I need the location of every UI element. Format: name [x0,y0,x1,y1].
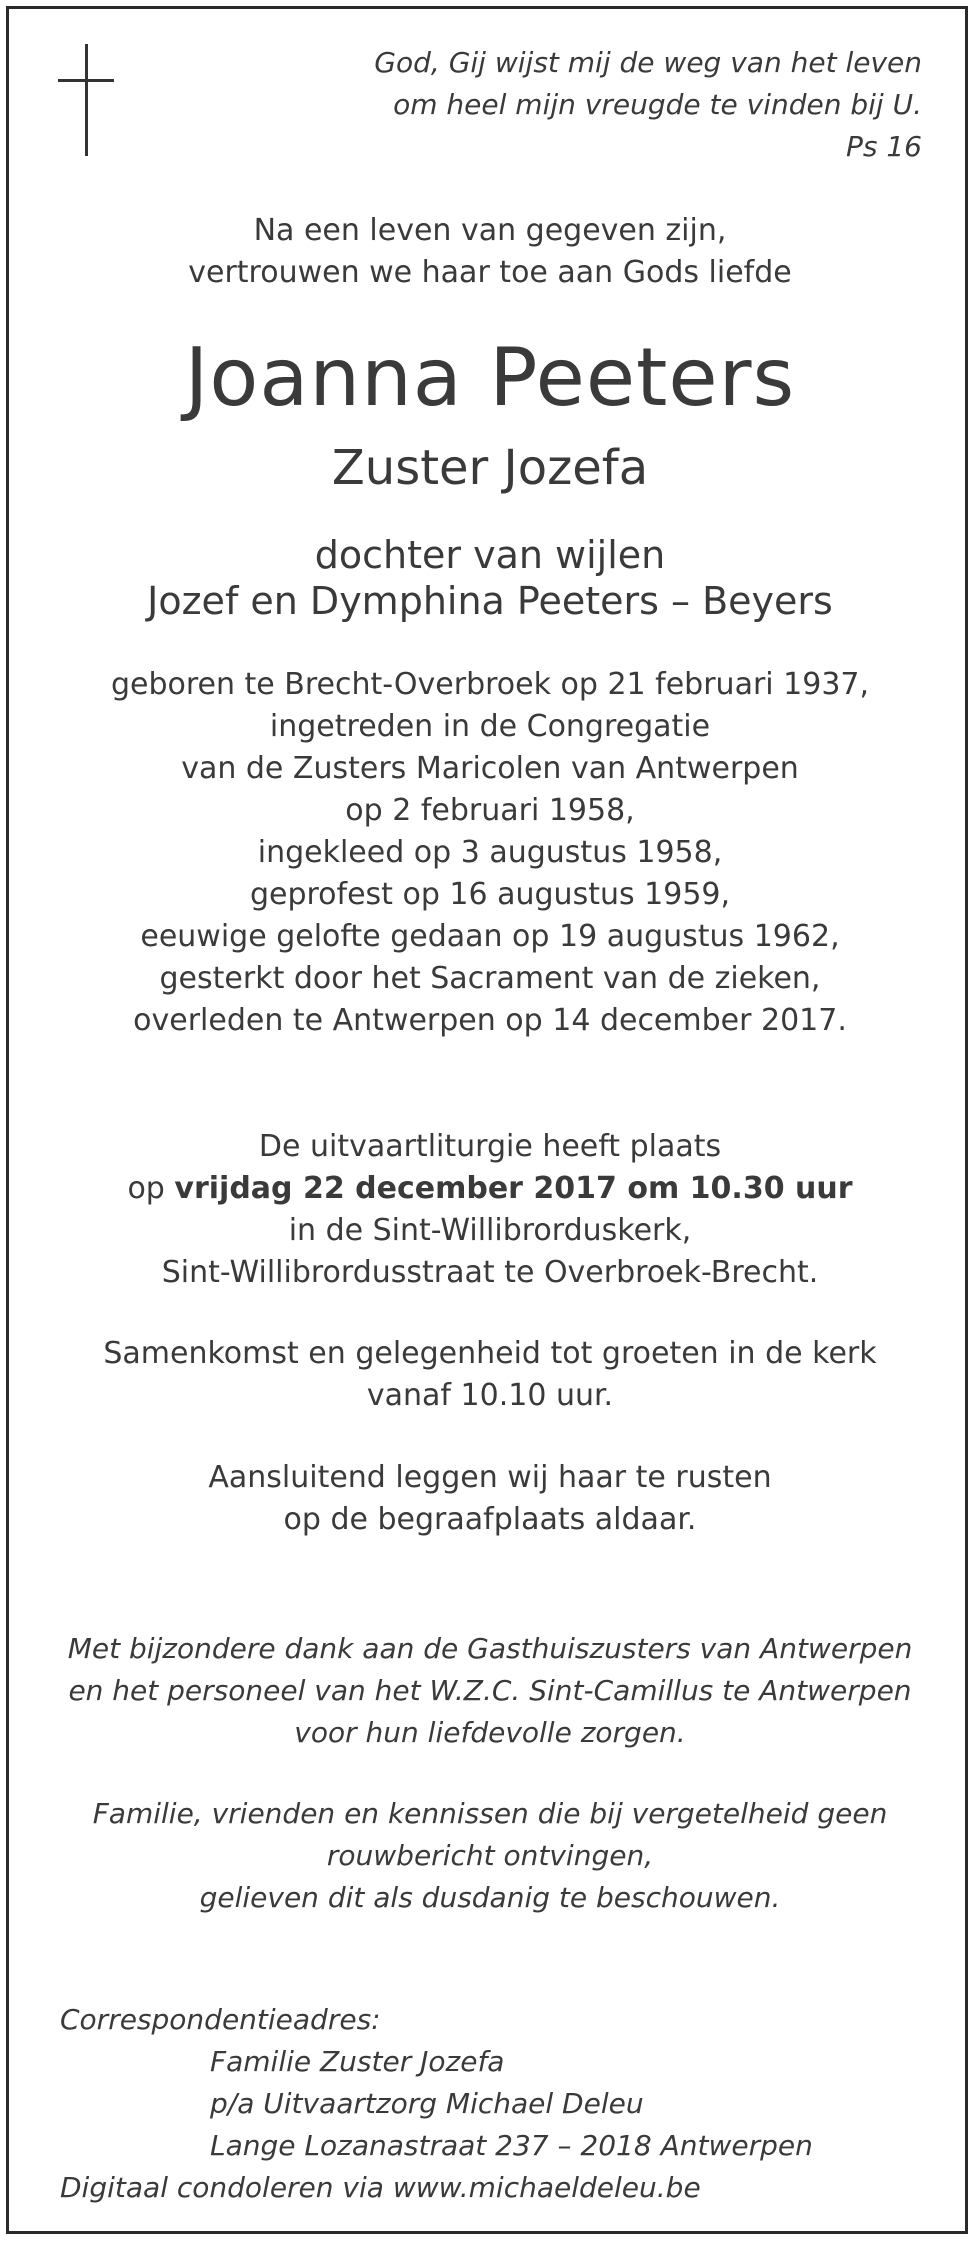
bio-line: gesterkt door het Sacrament van de zieken, [159,961,821,996]
notice-line: gelieven dit als dusdanig te beschouwen. [199,1881,781,1914]
bio-line: ingekleed op 3 augustus 1958, [257,835,723,870]
burial-line: Aansluitend leggen wij haar te rusten [208,1460,772,1495]
psalm-line: God, Gij wijst mij de weg van het leven [374,46,922,79]
notice-line: rouwbericht ontvingen, [326,1839,654,1872]
funeral-details [30,1126,950,1294]
religious-name: Zuster Jozefa [331,440,649,496]
funeral-datetime: vrijdag 22 december 2017 om 10.30 uur [174,1171,853,1206]
bio-line: geprofest op 16 augustus 1959, [249,877,731,912]
correspondence-address [60,1999,940,2209]
address-line: p/a Uitvaartzorg Michael Deleu [210,2087,644,2120]
gathering-line: Samenkomst en gelegenheid tot groeten in de kerk [103,1336,877,1371]
notice-text [30,1793,950,1919]
thanks-text [30,1628,950,1754]
parents-line: dochter van wijlen [314,533,666,577]
intro-text [30,210,950,294]
bio-line: geboren te Brecht-Overbroek op 21 februari 1937, [110,667,870,702]
burial-info [30,1457,950,1541]
funeral-line: De uitvaartliturgie heeft plaats [258,1129,722,1164]
address-line: Lange Lozanastraat 237 – 2018 Antwerpen [210,2129,813,2162]
parents-text [30,532,950,624]
bio-line: op 2 februari 1958, [345,793,635,828]
thanks-line: voor hun liefdevolle zorgen. [294,1716,686,1749]
cross-icon [58,44,114,156]
notice-line: Familie, vrienden en kennissen die bij vergetelheid geen [92,1797,888,1830]
thanks-line: en het personeel van het W.Z.C. Sint-Camillus te Antwerpen [68,1674,912,1707]
address-line: Familie Zuster Jozefa [210,2045,505,2078]
burial-line: op de begraafplaats aldaar. [283,1502,697,1537]
condolence-link[interactable]: Digitaal condoleren via www.michaeldeleu.be [60,2171,701,2204]
psalm-quote [222,42,922,168]
bio-line: ingetreden in de Congregatie [269,709,711,744]
gathering-info [30,1333,950,1417]
bio-line: overleden te Antwerpen op 14 december 2017. [133,1003,847,1038]
bio-line: van de Zusters Maricolen van Antwerpen [181,751,799,786]
deceased-name: Joanna Peeters [184,331,796,424]
intro-line: Na een leven van gegeven zijn, [253,213,727,248]
psalm-line: om heel mijn vreugde te vinden bij U. [393,88,922,121]
thanks-line: Met bijzondere dank aan de Gasthuiszusters van Antwerpen [67,1632,913,1665]
parents-line: Jozef en Dymphina Peeters – Beyers [147,579,833,623]
bio-line: eeuwige gelofte gedaan op 19 augustus 1962, [140,919,840,954]
funeral-datetime-line [30,1168,950,1210]
intro-line: vertrouwen we haar toe aan Gods liefde [188,255,792,290]
psalm-reference: Ps 16 [845,130,922,163]
funeral-church: in de Sint-Willibrorduskerk, [288,1213,692,1248]
biography [30,664,950,1042]
funeral-address: Sint-Willibrordusstraat te Overbroek-Brecht. [161,1255,819,1290]
funeral-prefix: op [127,1171,165,1206]
gathering-line: vanaf 10.10 uur. [366,1378,614,1413]
correspondence-label: Correspondentieadres: [60,2003,381,2036]
